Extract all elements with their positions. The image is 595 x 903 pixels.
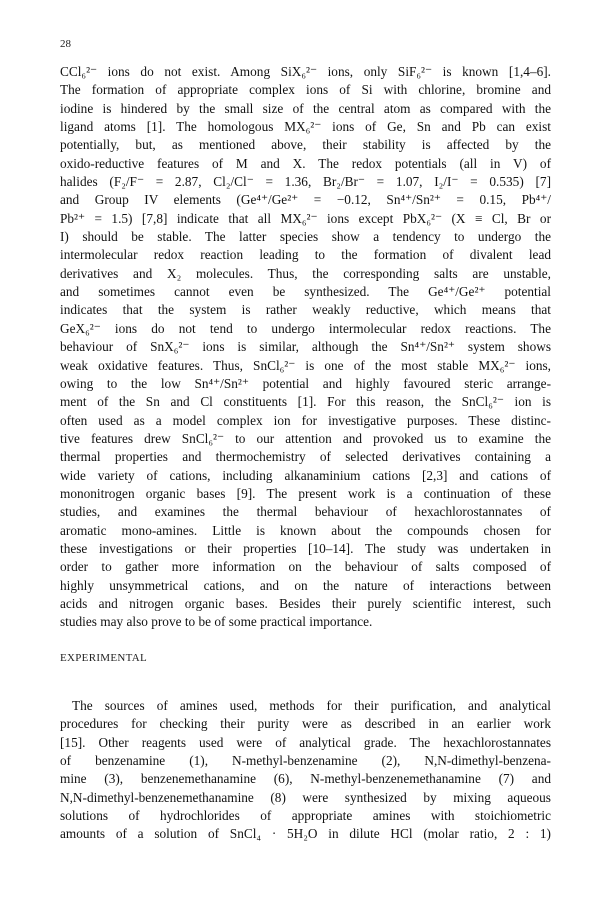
text-line: aromatic mono-amines. Little is known about the compounds chosen for (60, 522, 551, 538)
text-line: behaviour of SnX₆²⁻ ions is similar, although the Sn⁴⁺/Sn²⁺ system shows (60, 339, 551, 355)
text-line: owing to the low Sn⁴⁺/Sn²⁺ potential and highly favoured steric arrange- (60, 375, 551, 391)
text-line: ment of the Sn and Cl constituents [1]. For this reason, the SnCl₆²⁻ ion is (60, 394, 551, 410)
text-line: mine (3), benzenemethanamine (6), N-methyl-benzenemethanamine (7) and (60, 771, 551, 787)
text-line: I) should be stable. The latter species show a tendency to undergo the (60, 229, 551, 245)
text-line: studies may also prove to be of some practical importance. (60, 614, 373, 630)
text-line: amounts of a solution of SnCl₄ · 5H₂O in dilute HCl (molar ratio, 2 : 1) (60, 826, 551, 842)
text-line: CCl₆²⁻ ions do not exist. Among SiX₆²⁻ ions, only SiF₆²⁻ is known [1,4–6]. (60, 64, 551, 79)
text-line: halides (F₂/F⁻ = 2.87, Cl₂/Cl⁻ = 1.36, Br₂/Br⁻ = 1.07, I₂/I⁻ = 0.535) [7] (60, 174, 551, 190)
text-line: iodine is hindered by the small size of the central atom as compared with the (60, 100, 551, 116)
text-line: Pb²⁺ = 1.5) [7,8] indicate that all MX₆²⁻ ions except PbX₆²⁻ (X ≡ Cl, Br or (60, 210, 551, 226)
text-line: derivatives and X₂ molecules. Thus, the corresponding salts are unstable, (60, 265, 551, 281)
text-line: thermal properties and thermochemistry of selected derivatives containing a (60, 449, 551, 465)
text-line: oxido-reductive features of M and X. The redox potentials (all in V) of (60, 155, 551, 171)
text-line: intermolecular redox reaction leading to the formation of divalent lead (60, 247, 551, 263)
text-line: N,N-dimethyl-benzenemethanamine (8) were synthesized by mixing aqueous (60, 789, 551, 805)
section-heading-experimental: EXPERIMENTAL (60, 652, 148, 664)
text-line: indicates that the system is rather weakly reductive, which means that (60, 302, 551, 318)
text-line: and Group IV elements (Ge⁴⁺/Ge²⁺ = −0.12, Sn⁴⁺/Sn²⁺ = 0.15, Pb⁴⁺/ (60, 192, 551, 208)
text-line: GeX₆²⁻ ions do not tend to undergo intermolecular redox reactions. The (60, 320, 551, 336)
text-line: wide variety of cations, including alkanaminium cations [2,3] and cations of (60, 467, 551, 483)
text-line: studies, and examines the thermal behaviour of hexachlorostannates of (60, 504, 551, 520)
text-line: The formation of appropriate complex ions of Si with chlorine, bromine and (60, 82, 551, 98)
text-line: order to gather more information on the behaviour of salts composed of (60, 559, 551, 575)
text-line: tive features drew SnCl₆²⁻ to our attention and provoked us to examine the (60, 430, 551, 446)
text-line: potentially, but, as mentioned above, their stability is affected by the (60, 137, 551, 153)
text-line: highly unsymmetrical cations, and on the nature of interactions between (60, 577, 551, 593)
text-line: these investigations or their properties [10–14]. The study was undertaken in (60, 540, 551, 556)
text-line: weak oxidative features. Thus, SnCl₆²⁻ is one of the most stable MX₆²⁻ ions, (60, 357, 551, 373)
text-line: of benzenamine (1), N-methyl-benzenamine (2), N,N-dimethyl-benzena- (60, 753, 551, 769)
text-line: mononitrogen organic bases [9]. The present work is a continuation of these (60, 485, 551, 501)
text-line: acids and nitrogen organic bases. Besides their purely scientific interest, such (60, 595, 551, 611)
experimental-paragraph (60, 697, 551, 844)
text-line: ligand atoms [1]. The homologous MX₆²⁻ ions of Ge, Sn and Pb can exist (60, 119, 551, 135)
text-line: and sometimes cannot even be synthesized. The Ge⁴⁺/Ge²⁺ potential (60, 284, 551, 300)
text-line: solutions of hydrochlorides of appropriate amines with stoichiometric (60, 808, 551, 824)
text-line: procedures for checking their purity were as described in an earlier work (60, 716, 551, 732)
text-line: often used as a model complex ion for investigative purposes. These distinc- (60, 412, 551, 428)
text-line: The sources of amines used, methods for their purification, and analytical (72, 698, 551, 713)
text-line: [15]. Other reagents used were of analytical grade. The hexachlorostannates (60, 734, 551, 750)
intro-paragraph (60, 63, 551, 632)
page-number: 28 (60, 38, 71, 50)
